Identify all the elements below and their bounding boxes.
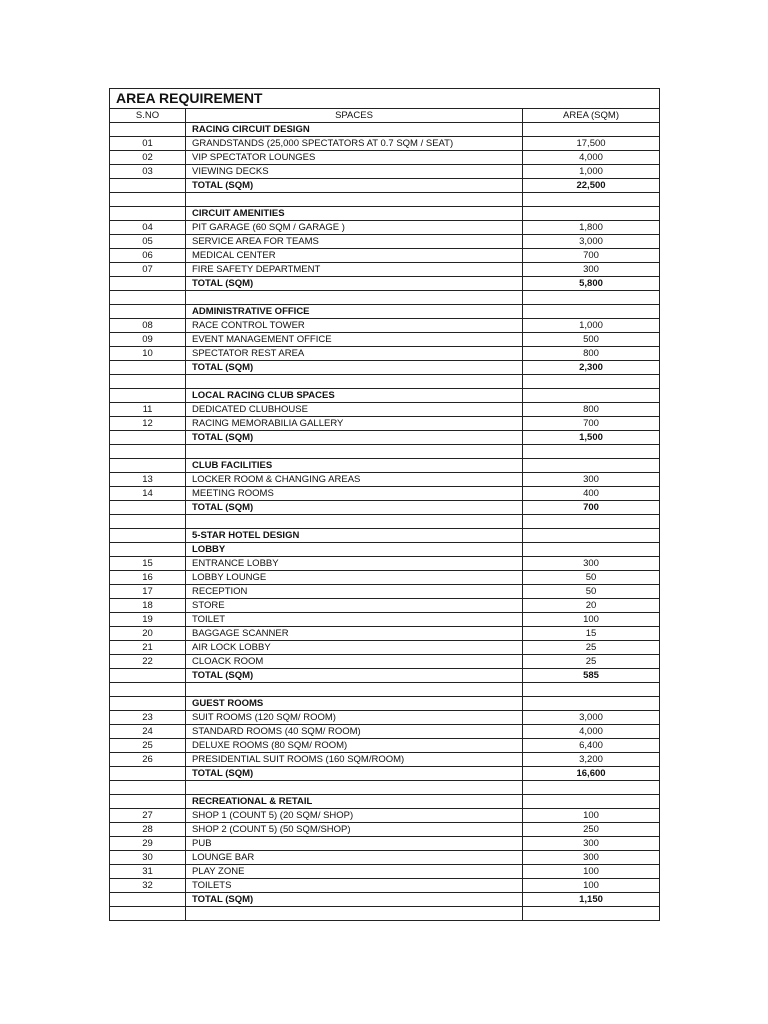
row-space: PUB <box>186 837 523 851</box>
row-area <box>523 207 660 221</box>
row-sno <box>110 893 186 907</box>
row-sno <box>110 767 186 781</box>
row-area: 1,150 <box>523 893 660 907</box>
row-space: TOILET <box>186 613 523 627</box>
row-area <box>523 781 660 795</box>
row-area: 400 <box>523 487 660 501</box>
row-sno: 24 <box>110 725 186 739</box>
blank-row <box>110 375 660 389</box>
table-body <box>110 89 660 921</box>
table-row <box>110 557 660 571</box>
row-area <box>523 445 660 459</box>
table-row <box>110 235 660 249</box>
table-row <box>110 837 660 851</box>
row-area <box>523 795 660 809</box>
row-space: PIT GARAGE (60 SQM / GARAGE ) <box>186 221 523 235</box>
row-space: LOCKER ROOM & CHANGING AREAS <box>186 473 523 487</box>
table-row <box>110 697 660 711</box>
row-sno <box>110 431 186 445</box>
row-space <box>186 375 523 389</box>
row-sno <box>110 305 186 319</box>
row-area: 800 <box>523 347 660 361</box>
row-area: 1,800 <box>523 221 660 235</box>
row-space: 5-STAR HOTEL DESIGN <box>186 529 523 543</box>
table-row <box>110 767 660 781</box>
title-row <box>110 89 660 109</box>
row-sno <box>110 781 186 795</box>
row-space: RACING MEMORABILIA GALLERY <box>186 417 523 431</box>
row-sno: 18 <box>110 599 186 613</box>
row-sno: 30 <box>110 851 186 865</box>
table-row <box>110 851 660 865</box>
row-sno: 26 <box>110 753 186 767</box>
row-space: RECREATIONAL & RETAIL <box>186 795 523 809</box>
row-space: CLOACK ROOM <box>186 655 523 669</box>
row-area: 6,400 <box>523 739 660 753</box>
header-spaces: SPACES <box>186 109 523 123</box>
row-area: 15 <box>523 627 660 641</box>
row-space <box>186 291 523 305</box>
table-row <box>110 641 660 655</box>
row-space: TOTAL (SQM) <box>186 431 523 445</box>
table-row <box>110 739 660 753</box>
row-space: SPECTATOR REST AREA <box>186 347 523 361</box>
row-space: RACE CONTROL TOWER <box>186 319 523 333</box>
table-row <box>110 459 660 473</box>
row-area: 300 <box>523 837 660 851</box>
row-sno: 16 <box>110 571 186 585</box>
row-sno <box>110 445 186 459</box>
row-sno <box>110 375 186 389</box>
table-row <box>110 893 660 907</box>
row-area: 800 <box>523 403 660 417</box>
table-row <box>110 249 660 263</box>
row-sno <box>110 907 186 921</box>
row-space: DELUXE ROOMS (80 SQM/ ROOM) <box>186 739 523 753</box>
row-sno: 10 <box>110 347 186 361</box>
row-area: 250 <box>523 823 660 837</box>
row-area: 100 <box>523 865 660 879</box>
row-area <box>523 907 660 921</box>
row-area: 16,600 <box>523 767 660 781</box>
row-space: LOBBY <box>186 543 523 557</box>
row-sno <box>110 543 186 557</box>
table-row <box>110 165 660 179</box>
row-sno <box>110 697 186 711</box>
row-space: TOTAL (SQM) <box>186 767 523 781</box>
table-row <box>110 613 660 627</box>
row-sno: 03 <box>110 165 186 179</box>
table-row <box>110 473 660 487</box>
row-space <box>186 683 523 697</box>
header-area: AREA (SQM) <box>523 109 660 123</box>
row-sno <box>110 529 186 543</box>
blank-row <box>110 515 660 529</box>
row-sno: 28 <box>110 823 186 837</box>
row-sno <box>110 683 186 697</box>
table-row <box>110 725 660 739</box>
row-space <box>186 781 523 795</box>
row-space: ENTRANCE LOBBY <box>186 557 523 571</box>
table-row <box>110 277 660 291</box>
table-row <box>110 305 660 319</box>
table-row <box>110 221 660 235</box>
table-row <box>110 319 660 333</box>
row-space: ADMINISTRATIVE OFFICE <box>186 305 523 319</box>
row-space: PLAY ZONE <box>186 865 523 879</box>
table-row <box>110 431 660 445</box>
row-area <box>523 529 660 543</box>
row-space: PRESIDENTIAL SUIT ROOMS (160 SQM/ROOM) <box>186 753 523 767</box>
row-sno <box>110 179 186 193</box>
table-row <box>110 403 660 417</box>
row-sno <box>110 291 186 305</box>
table-row <box>110 627 660 641</box>
row-sno <box>110 501 186 515</box>
row-sno <box>110 515 186 529</box>
row-sno: 07 <box>110 263 186 277</box>
row-area: 100 <box>523 879 660 893</box>
row-area <box>523 697 660 711</box>
row-area: 50 <box>523 585 660 599</box>
row-space: VIP SPECTATOR LOUNGES <box>186 151 523 165</box>
row-space: CIRCUIT AMENITIES <box>186 207 523 221</box>
row-area: 3,000 <box>523 711 660 725</box>
row-sno: 06 <box>110 249 186 263</box>
row-space: TOTAL (SQM) <box>186 501 523 515</box>
table-row <box>110 347 660 361</box>
row-area <box>523 193 660 207</box>
row-space: AIR LOCK LOBBY <box>186 641 523 655</box>
row-sno: 13 <box>110 473 186 487</box>
row-sno <box>110 795 186 809</box>
table-row <box>110 501 660 515</box>
row-sno <box>110 459 186 473</box>
table-row <box>110 361 660 375</box>
row-area: 1,000 <box>523 319 660 333</box>
row-sno: 17 <box>110 585 186 599</box>
row-area <box>523 291 660 305</box>
table-row <box>110 487 660 501</box>
row-sno: 09 <box>110 333 186 347</box>
table-row <box>110 655 660 669</box>
row-space: SHOP 1 (COUNT 5) (20 SQM/ SHOP) <box>186 809 523 823</box>
row-space: TOTAL (SQM) <box>186 277 523 291</box>
blank-row <box>110 683 660 697</box>
row-sno: 23 <box>110 711 186 725</box>
row-sno: 25 <box>110 739 186 753</box>
table-row <box>110 753 660 767</box>
row-area: 100 <box>523 613 660 627</box>
table-row <box>110 879 660 893</box>
row-sno: 27 <box>110 809 186 823</box>
row-area <box>523 389 660 403</box>
row-sno <box>110 123 186 137</box>
row-space: SERVICE AREA FOR TEAMS <box>186 235 523 249</box>
row-area: 20 <box>523 599 660 613</box>
area-requirement-sheet <box>109 88 659 921</box>
row-area: 2,300 <box>523 361 660 375</box>
table-row <box>110 207 660 221</box>
row-space: RECEPTION <box>186 585 523 599</box>
row-area: 25 <box>523 641 660 655</box>
row-area: 3,200 <box>523 753 660 767</box>
table-row <box>110 417 660 431</box>
row-space: TOTAL (SQM) <box>186 179 523 193</box>
row-sno <box>110 277 186 291</box>
table-row <box>110 151 660 165</box>
row-space <box>186 193 523 207</box>
table-row <box>110 795 660 809</box>
area-table <box>109 88 660 921</box>
row-area: 300 <box>523 851 660 865</box>
row-space <box>186 907 523 921</box>
row-space: BAGGAGE SCANNER <box>186 627 523 641</box>
row-space: TOILETS <box>186 879 523 893</box>
row-sno <box>110 669 186 683</box>
row-space: GRANDSTANDS (25,000 SPECTATORS AT 0.7 SQM / SEAT) <box>186 137 523 151</box>
row-space: LOUNGE BAR <box>186 851 523 865</box>
table-row <box>110 571 660 585</box>
table-row <box>110 333 660 347</box>
row-sno: 04 <box>110 221 186 235</box>
row-sno: 19 <box>110 613 186 627</box>
table-row <box>110 599 660 613</box>
row-area: 585 <box>523 669 660 683</box>
row-sno: 31 <box>110 865 186 879</box>
row-area <box>523 459 660 473</box>
row-space: SHOP 2 (COUNT 5) (50 SQM/SHOP) <box>186 823 523 837</box>
row-area <box>523 683 660 697</box>
row-area: 4,000 <box>523 151 660 165</box>
row-area: 22,500 <box>523 179 660 193</box>
table-row <box>110 865 660 879</box>
row-area <box>523 305 660 319</box>
row-area <box>523 515 660 529</box>
row-area: 700 <box>523 417 660 431</box>
row-space: RACING CIRCUIT DESIGN <box>186 123 523 137</box>
row-space: TOTAL (SQM) <box>186 893 523 907</box>
row-space: VIEWING DECKS <box>186 165 523 179</box>
table-row <box>110 389 660 403</box>
row-sno: 20 <box>110 627 186 641</box>
table-row <box>110 543 660 557</box>
row-area: 700 <box>523 501 660 515</box>
row-area <box>523 543 660 557</box>
row-area: 4,000 <box>523 725 660 739</box>
table-row <box>110 123 660 137</box>
row-area: 17,500 <box>523 137 660 151</box>
table-row <box>110 711 660 725</box>
row-space: STANDARD ROOMS (40 SQM/ ROOM) <box>186 725 523 739</box>
table-row <box>110 585 660 599</box>
row-sno: 29 <box>110 837 186 851</box>
row-space: DEDICATED CLUBHOUSE <box>186 403 523 417</box>
table-row <box>110 823 660 837</box>
row-sno: 08 <box>110 319 186 333</box>
table-row <box>110 669 660 683</box>
row-space: CLUB FACILITIES <box>186 459 523 473</box>
blank-row <box>110 781 660 795</box>
row-sno: 14 <box>110 487 186 501</box>
row-sno: 12 <box>110 417 186 431</box>
table-row <box>110 809 660 823</box>
table-row <box>110 137 660 151</box>
row-sno: 22 <box>110 655 186 669</box>
row-sno: 32 <box>110 879 186 893</box>
row-sno <box>110 389 186 403</box>
row-area: 100 <box>523 809 660 823</box>
row-area: 50 <box>523 571 660 585</box>
row-area: 300 <box>523 473 660 487</box>
blank-row <box>110 445 660 459</box>
header-sno: S.NO <box>110 109 186 123</box>
row-sno <box>110 361 186 375</box>
blank-row <box>110 907 660 921</box>
row-space: TOTAL (SQM) <box>186 669 523 683</box>
row-area: 300 <box>523 263 660 277</box>
row-area: 3,000 <box>523 235 660 249</box>
row-area <box>523 375 660 389</box>
row-sno: 05 <box>110 235 186 249</box>
row-area <box>523 123 660 137</box>
row-area: 1,500 <box>523 431 660 445</box>
table-row <box>110 529 660 543</box>
table-row <box>110 263 660 277</box>
row-area: 1,000 <box>523 165 660 179</box>
row-space: GUEST ROOMS <box>186 697 523 711</box>
table-title: AREA REQUIREMENT <box>110 89 660 109</box>
row-space <box>186 445 523 459</box>
row-space: MEETING ROOMS <box>186 487 523 501</box>
row-sno <box>110 207 186 221</box>
blank-row <box>110 193 660 207</box>
header-row <box>110 109 660 123</box>
row-space: STORE <box>186 599 523 613</box>
row-sno: 01 <box>110 137 186 151</box>
row-space: SUIT ROOMS (120 SQM/ ROOM) <box>186 711 523 725</box>
row-sno: 11 <box>110 403 186 417</box>
row-area: 25 <box>523 655 660 669</box>
row-sno: 21 <box>110 641 186 655</box>
row-space: LOBBY LOUNGE <box>186 571 523 585</box>
row-area: 300 <box>523 557 660 571</box>
table-row <box>110 179 660 193</box>
row-area: 5,800 <box>523 277 660 291</box>
row-sno <box>110 193 186 207</box>
row-sno: 02 <box>110 151 186 165</box>
row-space: LOCAL RACING CLUB SPACES <box>186 389 523 403</box>
row-area: 500 <box>523 333 660 347</box>
row-space: TOTAL (SQM) <box>186 361 523 375</box>
blank-row <box>110 291 660 305</box>
row-area: 700 <box>523 249 660 263</box>
row-space <box>186 515 523 529</box>
row-sno: 15 <box>110 557 186 571</box>
row-space: MEDICAL CENTER <box>186 249 523 263</box>
row-space: EVENT MANAGEMENT OFFICE <box>186 333 523 347</box>
row-space: FIRE SAFETY DEPARTMENT <box>186 263 523 277</box>
